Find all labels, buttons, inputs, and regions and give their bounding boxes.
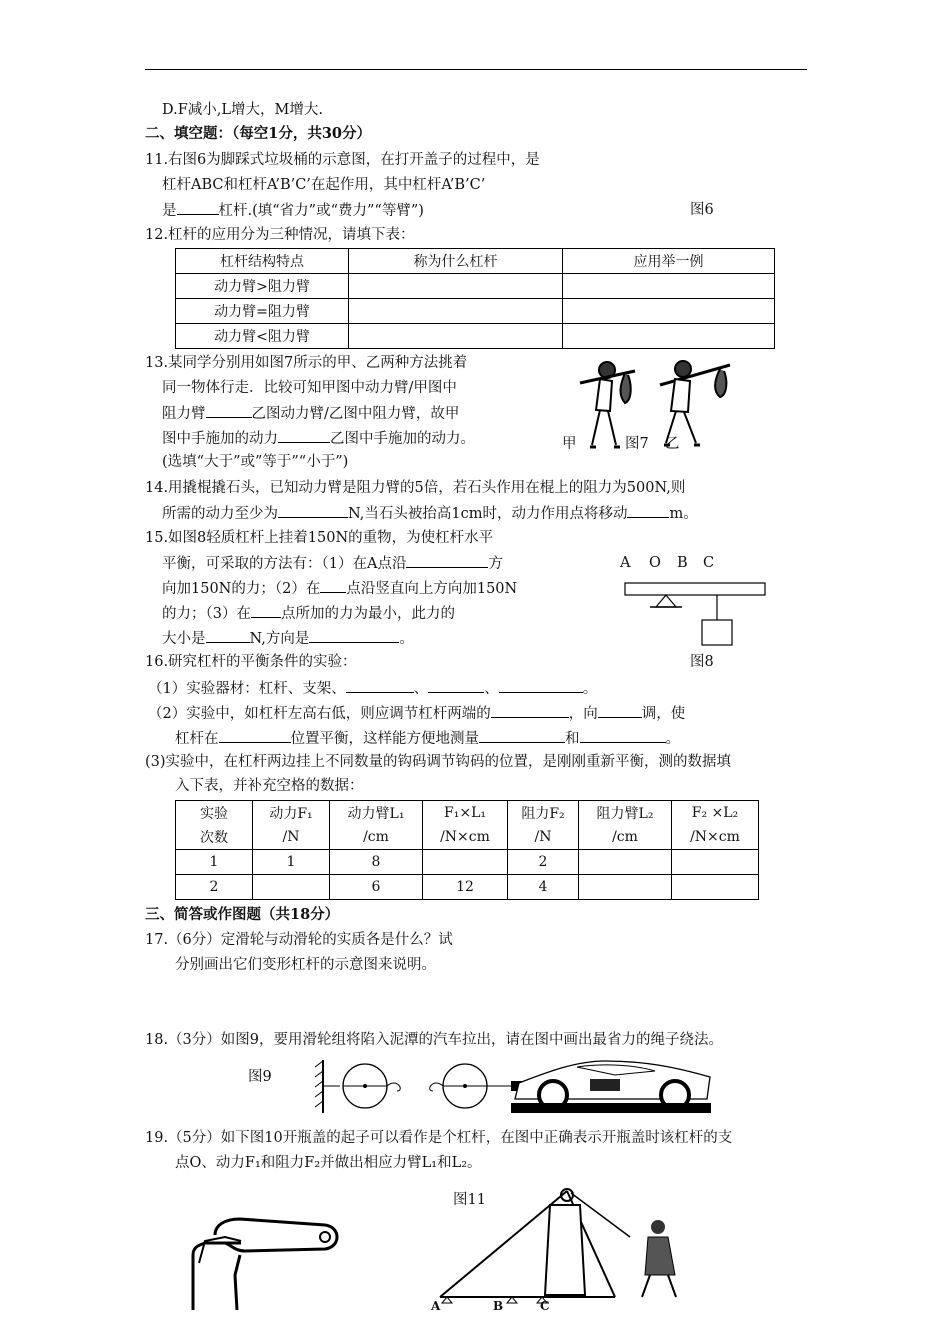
q16-blank-6[interactable] — [219, 728, 291, 743]
figure-8-caption: 图8 — [690, 654, 714, 670]
q16-blank-4[interactable] — [491, 703, 569, 718]
table-header: 动力臂L₁ — [330, 801, 423, 826]
q11-blank[interactable] — [177, 200, 219, 215]
table-header: 阻力F₂ — [508, 801, 579, 826]
q13-line3: 阻力臂 乙图动力臂/乙图中阻力臂，故甲 — [162, 403, 459, 424]
q16-blank-2[interactable] — [428, 678, 484, 693]
table-header: 动力F₁ — [253, 801, 330, 826]
answer-cell[interactable] — [672, 850, 759, 875]
table-cell: 1 — [253, 850, 330, 875]
q15-blank-4[interactable] — [206, 628, 250, 643]
table-cell: 4 — [508, 875, 579, 900]
table-header: 实验 — [176, 801, 253, 826]
table-cell: 6 — [330, 875, 423, 900]
table-header: 次数 — [176, 825, 253, 850]
q16-part2-line2: 杠杆在 位置平衡，这样能方便地测量 和 。 — [175, 728, 680, 749]
q13-line4: 图中手施加的动力 乙图中手施加的动力。 — [162, 428, 475, 449]
q11-line3: 是 杠杆.(填“省力”或“费力”“等臂”) — [162, 200, 424, 221]
q15-blank-1[interactable] — [406, 553, 488, 568]
q15-blank-5[interactable] — [309, 628, 399, 643]
q14-blank-2[interactable] — [627, 503, 669, 518]
q13-blank-1[interactable] — [206, 403, 252, 418]
table-header: /N — [253, 825, 330, 850]
figure-10-bottle-opener — [185, 1215, 350, 1310]
experiment-data-table — [175, 800, 759, 900]
q11-line1: 11.右图6为脚踩式垃圾桶的示意图，在打开盖子的过程中，是 — [145, 152, 540, 168]
answer-cell[interactable] — [563, 324, 775, 349]
figure-8-label-a: A — [620, 555, 631, 571]
q16-blank-5[interactable] — [598, 703, 642, 718]
q13-blank-2[interactable] — [278, 428, 330, 443]
q19-line2: 点O、动力F₁和阻力F₂并做出相应力臂L₁和L₂。 — [175, 1155, 482, 1171]
q16-part2-line1: （2）实验中，如杠杆左高右低，则应调节杠杆两端的 ，向 调，使 — [148, 703, 685, 724]
figure-7-caption: 图7 — [625, 436, 649, 452]
figure-11-label-c: C — [540, 1299, 550, 1313]
q16-blank-8[interactable] — [580, 728, 666, 743]
figure-8-label-b: B — [677, 555, 688, 571]
table-header: F₁×L₁ — [423, 801, 508, 826]
q11-line2: 杠杆ABC和杠杆A’B’C’在起作用，其中杠杆A’B’C’ — [162, 177, 486, 193]
q15-line1: 15.如图8轻质杠杆上挂着150N的重物，为使杠杆水平 — [145, 530, 494, 546]
table-cell: 动力臂>阻力臂 — [176, 274, 349, 299]
answer-cell[interactable] — [349, 299, 563, 324]
table-header: 应用举一例 — [563, 249, 775, 274]
answer-cell[interactable] — [563, 299, 775, 324]
figure-11-label-a: A — [431, 1299, 441, 1313]
figure-11-label-b: B — [493, 1299, 504, 1313]
q16-blank-3[interactable] — [499, 678, 583, 693]
q15-blank-3[interactable] — [251, 603, 281, 618]
q16-blank-1[interactable] — [346, 678, 414, 693]
figure-6-caption: 图6 — [690, 202, 714, 218]
figure-11-caption: 图11 — [453, 1192, 486, 1208]
table-cell: 2 — [176, 875, 253, 900]
answer-cell[interactable] — [423, 850, 508, 875]
q17-line2: 分别画出它们变形杠杆的示意图来说明。 — [175, 957, 436, 973]
q10-option-d: D.F减小,L增大，M增大. — [162, 102, 323, 118]
figure-9-pulleys-car — [315, 1055, 715, 1115]
table-header: /N×cm — [423, 825, 508, 850]
table-header: /N — [508, 825, 579, 850]
table-header: /N×cm — [672, 825, 759, 850]
figure-7-label-yi: 乙 — [665, 436, 680, 452]
figure-8-label-o: O — [649, 555, 661, 571]
figure-7-people-carrying — [570, 355, 750, 470]
q13-line2: 同一物体行走．比较可知甲图中动力臂/甲图中 — [162, 380, 457, 396]
answer-cell[interactable] — [349, 324, 563, 349]
q14-line2: 所需的动力至少为 N,当石头被抬高1cm时，动力作用点将移动 m。 — [162, 503, 698, 524]
q14-blank-1[interactable] — [278, 503, 348, 518]
q15-line4: 的力；（3）在 点所加的力为最小，此力的 — [162, 603, 455, 624]
table-header: /cm — [579, 825, 672, 850]
figure-9-caption: 图9 — [248, 1069, 272, 1085]
table-cell: 2 — [508, 850, 579, 875]
section-2-title: 二、填空题：（每空1分，共30分） — [145, 125, 372, 142]
answer-cell[interactable] — [253, 875, 330, 900]
answer-cell[interactable] — [349, 274, 563, 299]
q13-line1: 13.某同学分别用如图7所示的甲、乙两种方法挑着 — [145, 355, 468, 371]
q13-line5: (选填“大于”或”等于”“小于”) — [162, 454, 349, 470]
table-cell: 12 — [423, 875, 508, 900]
table-cell: 1 — [176, 850, 253, 875]
q15-line2: 平衡，可采取的方法有：（1）在A点沿 方 — [162, 553, 503, 574]
table-cell: 动力臂=阻力臂 — [176, 299, 349, 324]
figure-8-label-c: C — [703, 555, 715, 571]
section-3-title: 三、简答或作图题（共18分） — [145, 906, 340, 923]
table-header: F₂ ×L₂ — [672, 801, 759, 826]
table-cell: 8 — [330, 850, 423, 875]
q16-part1: （1）实验器材：杠杆、支架、 、 、 。 — [148, 678, 597, 699]
q18-line1: 18.（3分）如图9，要用滑轮组将陷入泥潭的汽车拉出，请在图中画出最省力的绳子绕法。 — [145, 1032, 724, 1048]
answer-cell[interactable] — [672, 875, 759, 900]
figure-8-lever — [620, 580, 770, 650]
q15-line3: 向加150N的力；（2）在 点沿竖直向上方向加150N — [162, 578, 517, 599]
figure-11-incline-pulley — [430, 1185, 710, 1310]
table-header: 阻力臂L₂ — [579, 801, 672, 826]
q15-line5: 大小是 N,方向是 。 — [162, 628, 414, 649]
q15-blank-2[interactable] — [320, 578, 346, 593]
q17-line1: 17.（6分）定滑轮与动滑轮的实质各是什么？试 — [145, 932, 453, 948]
header-rule — [145, 69, 807, 70]
q19-line1: 19.（5分）如下图10开瓶盖的起子可以看作是个杠杆，在图中正确表示开瓶盖时该杠杆的支 — [145, 1130, 733, 1146]
lever-types-table — [175, 248, 775, 349]
answer-cell[interactable] — [579, 875, 672, 900]
figure-7-label-jia: 甲 — [562, 436, 577, 452]
table-header: 称为什么杠杆 — [349, 249, 563, 274]
q16-part3-line1: (3)实验中，在杠杆两边挂上不同数量的钩码调节钩码的位置，是刚刚重新平衡，测的数据填 — [145, 754, 732, 770]
table-header: 杠杆结构特点 — [176, 249, 349, 274]
table-cell: 动力臂<阻力臂 — [176, 324, 349, 349]
q16-blank-7[interactable] — [479, 728, 565, 743]
answer-cell[interactable] — [563, 274, 775, 299]
q16-title: 16.研究杠杆的平衡条件的实验： — [145, 654, 357, 670]
table-header: /cm — [330, 825, 423, 850]
q14-line1: 14.用撬棍撬石头，已知动力臂是阻力臂的5倍，若石头作用在棍上的阻力为500N,则 — [145, 480, 686, 496]
q12-title: 12.杠杆的应用分为三种情况，请填下表： — [145, 227, 415, 243]
answer-cell[interactable] — [579, 850, 672, 875]
q16-part3-line2: 入下表，并补充空格的数据： — [175, 778, 364, 794]
